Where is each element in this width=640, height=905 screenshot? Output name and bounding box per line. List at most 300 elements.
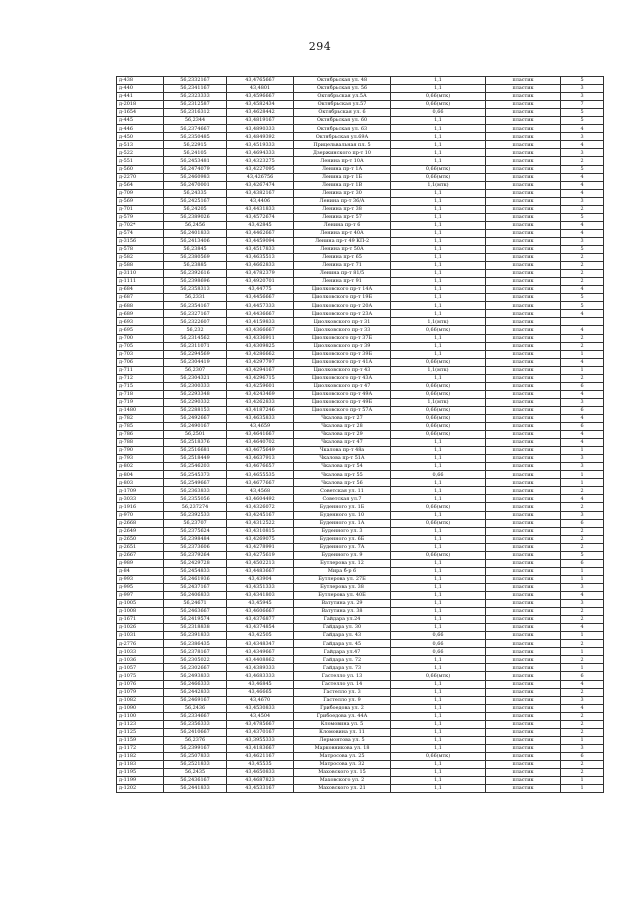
longitude-cell: 43,3955333 (227, 736, 294, 744)
address-cell: Чкалова пр-т 47 (294, 439, 391, 447)
volume-cell: 0,66(мтк) (391, 672, 486, 680)
material-cell: пластик (486, 278, 561, 286)
table-row (117, 294, 604, 302)
count-cell: 2 (561, 342, 604, 350)
longitude-cell: 43,4310815 (227, 527, 294, 535)
longitude-cell: 43,4687823 (227, 777, 294, 785)
longitude-cell: 43,4670 (227, 696, 294, 704)
material-cell: пластик (486, 334, 561, 342)
volume-cell: 1,1 (391, 77, 486, 85)
volume-cell: 0,66(мтк) (391, 431, 486, 439)
count-cell: 4 (561, 326, 604, 334)
material-cell: пластик (486, 712, 561, 720)
longitude-cell: 43,4606667 (227, 608, 294, 616)
latitude-cell: 56,2302667 (164, 664, 227, 672)
count-cell: 5 (561, 117, 604, 125)
site-id-cell: д-786 (117, 431, 164, 439)
address-cell: Маховского ул. 21 (294, 785, 391, 793)
longitude-cell: 43,4269075 (227, 535, 294, 543)
count-cell: 5 (561, 551, 604, 559)
longitude-cell: 43,4341803 (227, 592, 294, 600)
address-cell: Ленина пр-т 10А (294, 157, 391, 165)
container-site-table-wrapper (116, 76, 588, 793)
address-cell: Гайдара ул. 73 (294, 664, 391, 672)
material-cell: пластик (486, 423, 561, 431)
volume-cell: 1,1 (391, 543, 486, 551)
material-cell: пластик (486, 495, 561, 503)
address-cell: Циолковского пр-т 41А (294, 358, 391, 366)
volume-cell: 0,66(мтк) (391, 752, 486, 760)
address-cell: Циолковского пр-т 43 (294, 366, 391, 374)
latitude-cell: 56,2386435 (164, 640, 227, 648)
volume-cell: 0,66 (391, 471, 486, 479)
table-row (117, 302, 604, 310)
longitude-cell: 43,4572674 (227, 213, 294, 221)
volume-cell: 1,1 (391, 559, 486, 567)
longitude-cell: 43,4431833 (227, 205, 294, 213)
table-row (117, 109, 604, 117)
volume-cell: 1,1 (391, 728, 486, 736)
count-cell: 2 (561, 616, 604, 624)
latitude-cell: 56,2474079 (164, 165, 227, 173)
site-id-cell: д-3156 (117, 237, 164, 245)
latitude-cell: 56,23707 (164, 519, 227, 527)
latitude-cell: 56,2391833 (164, 632, 227, 640)
site-id-cell: д-578 (117, 245, 164, 253)
table-row (117, 640, 604, 648)
volume-cell: 1,1(мтк) (391, 398, 486, 406)
latitude-cell: 56,2350485 (164, 133, 227, 141)
longitude-cell: 43,4849392 (227, 133, 294, 141)
table-row (117, 688, 604, 696)
latitude-cell: 56,2355056 (164, 495, 227, 503)
latitude-cell: 56,2470001 (164, 181, 227, 189)
volume-cell: 1,1 (391, 439, 486, 447)
material-cell: пластик (486, 648, 561, 656)
table-row (117, 543, 604, 551)
site-id-cell: д-2667 (117, 551, 164, 559)
latitude-cell: 56,2518449 (164, 455, 227, 463)
material-cell: пластик (486, 535, 561, 543)
material-cell: пластик (486, 431, 561, 439)
address-cell: Ленина пр-т 1А (294, 165, 391, 173)
longitude-cell: 43,4650833 (227, 769, 294, 777)
latitude-cell: 56,2436 (164, 704, 227, 712)
material-cell: пластик (486, 237, 561, 245)
table-row (117, 431, 604, 439)
latitude-cell: 56,2435 (164, 769, 227, 777)
material-cell: пластик (486, 777, 561, 785)
count-cell: 6 (561, 672, 604, 680)
longitude-cell: 43,4457333 (227, 302, 294, 310)
site-id-cell: д-84 (117, 567, 164, 575)
count-cell: 4 (561, 704, 604, 712)
count-cell: 3 (561, 398, 604, 406)
latitude-cell: 56,2399167 (164, 744, 227, 752)
site-id-cell: д-1036 (117, 656, 164, 664)
longitude-cell: 43,4483667 (227, 567, 294, 575)
site-id-cell: д-551 (117, 157, 164, 165)
material-cell: пластик (486, 326, 561, 334)
site-id-cell: д-1111 (117, 278, 164, 286)
latitude-cell: 56,2293348 (164, 390, 227, 398)
site-id-cell: д-440 (117, 85, 164, 93)
volume-cell: 1,1 (391, 334, 486, 342)
volume-cell: 1,1 (391, 495, 486, 503)
latitude-cell: 56,2549667 (164, 479, 227, 487)
count-cell: 1 (561, 736, 604, 744)
material-cell: пластик (486, 736, 561, 744)
longitude-cell: 43,4227095 (227, 165, 294, 173)
table-row (117, 664, 604, 672)
longitude-cell: 43,42505 (227, 632, 294, 640)
address-cell: Бутлерова ул. 12 (294, 559, 391, 567)
table-row (117, 157, 604, 165)
material-cell: пластик (486, 318, 561, 326)
material-cell: пластик (486, 752, 561, 760)
latitude-cell: 56,2344 (164, 117, 227, 125)
site-id-cell: д-993 (117, 575, 164, 583)
address-cell: Матросова ул. 32 (294, 760, 391, 768)
table-row (117, 624, 604, 632)
table-row (117, 455, 604, 463)
latitude-cell: 56,22915 (164, 141, 227, 149)
material-cell: пластик (486, 503, 561, 511)
longitude-cell: 43,4267474 (227, 181, 294, 189)
count-cell: 6 (561, 519, 604, 527)
material-cell: пластик (486, 616, 561, 624)
table-row (117, 254, 604, 262)
longitude-cell: 43,4890333 (227, 125, 294, 133)
table-row (117, 511, 604, 519)
material-cell: пластик (486, 77, 561, 85)
count-cell: 4 (561, 495, 604, 503)
table-row (117, 744, 604, 752)
site-id-cell: д-2668 (117, 519, 164, 527)
count-cell: 2 (561, 535, 604, 543)
site-id-cell: д-579 (117, 213, 164, 221)
volume-cell: 1,1 (391, 302, 486, 310)
address-cell: Циолковского пр-т 33 (294, 326, 391, 334)
count-cell: 2 (561, 262, 604, 270)
material-cell: пластик (486, 213, 561, 221)
material-cell: пластик (486, 189, 561, 197)
table-row (117, 583, 604, 591)
longitude-cell: 43,4920701 (227, 278, 294, 286)
site-id-cell: д-803 (117, 479, 164, 487)
longitude-cell: 43,4408862 (227, 656, 294, 664)
site-id-cell: д-703 (117, 350, 164, 358)
volume-cell: 1,1 (391, 527, 486, 535)
latitude-cell: 56,23845 (164, 245, 227, 253)
longitude-cell: 43,4326072 (227, 503, 294, 511)
volume-cell: 1,1 (391, 567, 486, 575)
material-cell: пластик (486, 463, 561, 471)
site-id-cell: д-2651 (117, 543, 164, 551)
latitude-cell: 56,2401833 (164, 229, 227, 237)
volume-cell: 1,1 (391, 221, 486, 229)
table-row (117, 310, 604, 318)
latitude-cell: 56,2490167 (164, 423, 227, 431)
latitude-cell: 56,2318838 (164, 624, 227, 632)
latitude-cell: 56,2461936 (164, 575, 227, 583)
latitude-cell: 56,2469167 (164, 696, 227, 704)
table-row (117, 648, 604, 656)
address-cell: Чкалова пр-т 48а (294, 447, 391, 455)
longitude-cell: 43,4502213 (227, 559, 294, 567)
volume-cell: 1,1 (391, 696, 486, 704)
latitude-cell: 56,2442833 (164, 688, 227, 696)
site-id-cell: д-1033 (117, 648, 164, 656)
table-row (117, 769, 604, 777)
volume-cell: 1,1 (391, 511, 486, 519)
count-cell: 1 (561, 575, 604, 583)
address-cell: Советская ул.7 (294, 495, 391, 503)
site-id-cell: д-1671 (117, 616, 164, 624)
address-cell: Марковникова ул. 18 (294, 744, 391, 752)
address-cell: Циолковского пр-т 49А (294, 390, 391, 398)
site-id-cell: д-1172 (117, 744, 164, 752)
latitude-cell: 56,2332167 (164, 77, 227, 85)
address-cell: Прицельвальная пл. 5 (294, 141, 391, 149)
longitude-cell: 43,4637913 (227, 455, 294, 463)
longitude-cell: 43,4323275 (227, 157, 294, 165)
volume-cell: 0,66(мтк) (391, 519, 486, 527)
count-cell: 5 (561, 213, 604, 221)
count-cell: 1 (561, 366, 604, 374)
longitude-cell: 43,4785667 (227, 720, 294, 728)
latitude-cell: 56,2516681 (164, 447, 227, 455)
material-cell: пластик (486, 672, 561, 680)
longitude-cell: 43,4517833 (227, 245, 294, 253)
site-id-cell: д-1199 (117, 777, 164, 785)
table-row (117, 374, 604, 382)
site-id-cell: д-588 (117, 262, 164, 270)
table-row (117, 342, 604, 350)
latitude-cell: 56,2492667 (164, 414, 227, 422)
latitude-cell: 56,2392533 (164, 511, 227, 519)
longitude-cell: 43,4374854 (227, 624, 294, 632)
table-row (117, 592, 604, 600)
site-id-cell: д-709 (117, 189, 164, 197)
material-cell: пластик (486, 527, 561, 535)
longitude-cell: 43,4676657 (227, 463, 294, 471)
material-cell: пластик (486, 350, 561, 358)
latitude-cell: 56,2314562 (164, 334, 227, 342)
table-row (117, 205, 604, 213)
volume-cell: 0,66(мтк) (391, 414, 486, 422)
table-row (117, 680, 604, 688)
longitude-cell: 43,4819167 (227, 117, 294, 125)
longitude-cell: 43,4462667 (227, 229, 294, 237)
latitude-cell: 56,2334667 (164, 712, 227, 720)
table-row (117, 559, 604, 567)
latitude-cell: 56,2501 (164, 431, 227, 439)
volume-cell: 0,66 (391, 648, 486, 656)
material-cell: пластик (486, 358, 561, 366)
material-cell: пластик (486, 165, 561, 173)
material-cell: пластик (486, 744, 561, 752)
site-id-cell: д-564 (117, 181, 164, 189)
longitude-cell: 43,4336911 (227, 334, 294, 342)
latitude-cell: 56,2460983 (164, 173, 227, 181)
count-cell: 5 (561, 165, 604, 173)
material-cell: пластик (486, 85, 561, 93)
volume-cell: 0,66 (391, 632, 486, 640)
table-row (117, 720, 604, 728)
site-id-cell: д-1159 (117, 736, 164, 744)
longitude-cell: 43,4406 (227, 197, 294, 205)
table-row (117, 704, 604, 712)
site-id-cell: д-441 (117, 93, 164, 101)
latitude-cell: 56,2419574 (164, 616, 227, 624)
site-id-cell: д-582 (117, 254, 164, 262)
volume-cell: 1,1 (391, 777, 486, 785)
address-cell: Ленина пр-т 71 (294, 262, 391, 270)
site-id-cell: д-1008 (117, 608, 164, 616)
count-cell: 3 (561, 696, 604, 704)
site-id-cell: д-1057 (117, 664, 164, 672)
volume-cell: 0,66(мтк) (391, 551, 486, 559)
latitude-cell: 56,2288153 (164, 406, 227, 414)
table-row (117, 358, 604, 366)
volume-cell: 1,1 (391, 736, 486, 744)
address-cell: Гайдара ул.47 (294, 648, 391, 656)
latitude-cell: 56,2453481 (164, 157, 227, 165)
count-cell: 2 (561, 728, 604, 736)
count-cell: 5 (561, 294, 604, 302)
address-cell: Октябрьская ул.57 (294, 101, 391, 109)
longitude-cell: 43,4348347 (227, 640, 294, 648)
site-id-cell: д-3110 (117, 270, 164, 278)
site-id-cell: д-1182 (117, 752, 164, 760)
material-cell: пластик (486, 125, 561, 133)
address-cell: Октябрьская ул. 56 (294, 85, 391, 93)
longitude-cell: 43,4582434 (227, 101, 294, 109)
material-cell: пластик (486, 471, 561, 479)
site-id-cell: д-1075 (117, 672, 164, 680)
count-cell: 1 (561, 632, 604, 640)
volume-cell: 1,1 (391, 237, 486, 245)
address-cell: Циолковского пр-т 49Б (294, 398, 391, 406)
page-number: 294 (308, 40, 332, 53)
volume-cell: 1,1 (391, 254, 486, 262)
count-cell: 5 (561, 109, 604, 117)
table-row (117, 503, 604, 511)
volume-cell: 1,1(мтк) (391, 366, 486, 374)
count-cell: 1 (561, 350, 604, 358)
latitude-cell: 56,23885 (164, 262, 227, 270)
address-cell: Гастелло ул. 9 (294, 696, 391, 704)
site-id-cell: д-782 (117, 414, 164, 422)
longitude-cell: 43,4275619 (227, 551, 294, 559)
table-body (117, 77, 604, 793)
material-cell: пластик (486, 173, 561, 181)
latitude-cell: 56,24205 (164, 205, 227, 213)
count-cell: 2 (561, 254, 604, 262)
address-cell: Гайдара ул. 72 (294, 656, 391, 664)
table-row (117, 398, 604, 406)
count-cell: 2 (561, 608, 604, 616)
material-cell: пластик (486, 93, 561, 101)
address-cell: Бутлерова ул. 38 (294, 583, 391, 591)
material-cell: пластик (486, 302, 561, 310)
volume-cell: 1,1(мтк) (391, 181, 486, 189)
site-id-cell: д-1916 (117, 503, 164, 511)
volume-cell: 1,1 (391, 133, 486, 141)
longitude-cell: 43,4504 (227, 712, 294, 720)
address-cell: Маховского ул. 15 (294, 769, 391, 777)
volume-cell: 1,1 (391, 157, 486, 165)
volume-cell: 1,1 (391, 712, 486, 720)
volume-cell: 0,66 (391, 640, 486, 648)
count-cell: 2 (561, 157, 604, 165)
latitude-cell: 56,2389026 (164, 213, 227, 221)
site-id-cell: д-706 (117, 358, 164, 366)
site-id-cell: д-1082 (117, 696, 164, 704)
count-cell: 2 (561, 688, 604, 696)
count-cell: 4 (561, 125, 604, 133)
longitude-cell: 43,4459094 (227, 237, 294, 245)
count-cell: 1 (561, 664, 604, 672)
latitude-cell: 56,2518376 (164, 439, 227, 447)
count-cell: 3 (561, 744, 604, 752)
site-id-cell: д-1195 (117, 769, 164, 777)
volume-cell: 1,1 (391, 85, 486, 93)
address-cell: Ленина пр-т 1Б (294, 173, 391, 181)
latitude-cell: 56,2546203 (164, 463, 227, 471)
site-id-cell: д-2650 (117, 535, 164, 543)
material-cell: пластик (486, 398, 561, 406)
material-cell: пластик (486, 664, 561, 672)
address-cell: Чкалова пр-т 54 (294, 463, 391, 471)
material-cell: пластик (486, 133, 561, 141)
material-cell: пластик (486, 221, 561, 229)
address-cell: Дзержинского пр-т 10 (294, 149, 391, 157)
material-cell: пластик (486, 117, 561, 125)
latitude-cell: 56,2327167 (164, 310, 227, 318)
count-cell: 4 (561, 624, 604, 632)
address-cell: Буденного ул. 6Б (294, 535, 391, 543)
count-cell: 2 (561, 278, 604, 286)
table-row (117, 471, 604, 479)
address-cell: Ватутина ул. 29 (294, 600, 391, 608)
material-cell: пластик (486, 696, 561, 704)
volume-cell: 1,1 (391, 535, 486, 543)
longitude-cell: 43,4604492 (227, 495, 294, 503)
longitude-cell: 43,4596667 (227, 93, 294, 101)
site-id-cell: д-711 (117, 366, 164, 374)
latitude-cell: 56,2363833 (164, 487, 227, 495)
volume-cell: 1,1 (391, 294, 486, 302)
latitude-cell: 56,2398484 (164, 535, 227, 543)
table-row (117, 350, 604, 358)
volume-cell: 1,1 (391, 229, 486, 237)
latitude-cell: 56,2437167 (164, 583, 227, 591)
count-cell: 4 (561, 229, 604, 237)
site-id-cell: д-1026 (117, 624, 164, 632)
table-row (117, 414, 604, 422)
address-cell: Ленина пр-т 49 КП-2 (294, 237, 391, 245)
address-cell: Бутлерова ул. 27Б (294, 575, 391, 583)
container-site-table (116, 76, 604, 793)
site-id-cell: д-574 (117, 229, 164, 237)
volume-cell: 0,66(мтк) (391, 326, 486, 334)
table-row (117, 487, 604, 495)
count-cell: 3 (561, 197, 604, 205)
count-cell: 3 (561, 237, 604, 245)
material-cell: пластик (486, 109, 561, 117)
